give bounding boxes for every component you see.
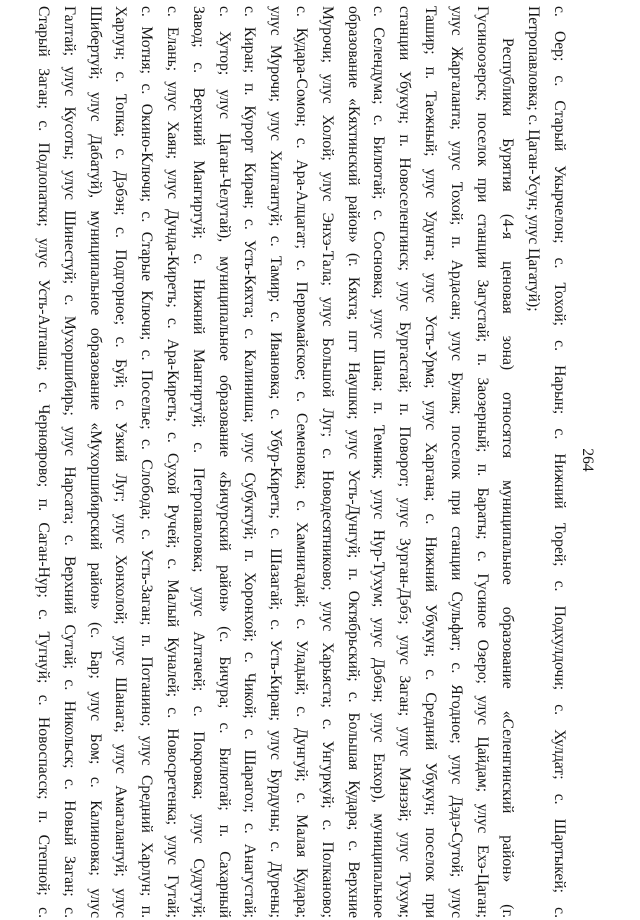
text-line: с. Оер; с. Старый Укырчелон; с. Тохой; с. Нарын; с. Нижний Торей; с. Подхулдочи; с. Хулдат; с. Шартыкей; с. <box>551 6 568 918</box>
text-line: с. Елань; улус Хаян; улус Дунда-Киреть; с. Ара-Киреть; с. Сухой Ручей; с. Малый Куналей; с. Новосретенка; улус Гутай; <box>164 6 182 918</box>
text-line: Шибертуй; улус Дабатуй), муниципальное образование «Мухоршибирский район» (с. Бар; улус Бом; с. Калиновка; улус <box>86 6 104 918</box>
text-line: улус Мурочи; улус Хилгантуй; с. Тамир; с. Ивановка; с. Убур-Киреть; с. Шазагай; с. Усть-Киран; улус Бурдуны; с. Дурены; <box>267 6 285 918</box>
rotated-page <box>35 0 600 920</box>
text-line: Республики Бурятия (4-я ценовая зона) относятся муниципальное образование «Селенгинский район» (г. <box>499 38 517 918</box>
text-line: Гусиноозерск; поселок при станции Загустай; п. Заозерный; п. Бараты; с. Гусиное Озеро; улус Цайдам; улус Ехэ-Цаган; <box>473 6 491 918</box>
text-line: образование «Кяхтинский район» (г. Кяхта; пгт Наушки; улус Усть-Дунгуй; п. Октябрьский; с. Большая Кудара; с. Верхние <box>344 6 362 918</box>
text-line: Харлун; с. Топка; с. Дэбэн; с. Подгорное; с. Буй; с. Узкий Луг; улус Хонхолой; улус Шанага; улус Амагалантуй; улус <box>112 6 130 918</box>
text-line: улус Жаргаланта; улус Тохой; п. Ардасан; улус Булак; поселок при станции Сульфат; с. Ягодное; улус Дэдэ-Сутой; улус <box>447 6 465 918</box>
text-line: Завод; с. Верхний Мангиртуй; с. Нижний Мангиртуй; с. Петропавловка; улус Алтачей; с. Покровка; улус Судутуй; <box>189 6 207 918</box>
text-line: с. Киран; п. Курорт Киран; с. Усть-Кяхта; с. Калиниша; улус Субуктуй; п. Хоронхой; с. Чикой; с. Шарагол; с. Анагустай; <box>241 6 259 918</box>
text-line: с. Мотня; с. Окино-Ключи; с. Старые Ключи; с. Поселье; с. Слобода; с. Усть-Заган; п. Потанино; улус Средний Харлун; п. <box>138 6 156 918</box>
body-text <box>30 6 572 918</box>
text-line: Петропавловка; с. Цаган-Усун; улус Цагатуй); <box>525 6 543 312</box>
text-line: Старый Заган; с. Подлопатки; улус Усть-Алташа; с. Черноярово; п. Саган-Нур; с. Тугнуй; с. Новоспасск; п. Степной; с. <box>35 6 53 918</box>
text-line: с. Кудара-Сомон; с. Ара-Алцагат; с. Первомайское; с. Семеновка; с. Хамнигадай; с. Уладый; с. Дунгуй; с. Малая Кудара; <box>293 6 311 918</box>
text-line: с. Хутор; улус Цаган-Челутай), муниципальное образование «Бичурский район» (с. Бичура; с. Билютай; п. Сахарный <box>215 6 233 918</box>
text-line: станции Убукун; п. Новоселенгинск; улус Бургастай; п. Поворот; улус Зурган-Дэбэ; улус Заган; улус Мэнзэй; улус Тухум; <box>396 6 414 918</box>
text-line: Мурочи; улус Холой; улус Энхэ-Тала; улус Большой Луг; с. Новодесятниково; улус Харьяста; с. Унгуркуй; с. Полканово; <box>318 6 336 918</box>
text-line: Галтай; улус Кусоты; улус Шинестуй; с. Мухоршибирь; улус Нарсата; с. Верхний Сутай; с. Никольск; с. Новый Заган; с. <box>60 6 78 918</box>
text-line: с. Селендума; с. Билютай; с. Сосновка; улус Шана; п. Темник; улус Нур-Тухум; улус Дэбэн; улус Енхор), муниципальное <box>370 6 388 918</box>
page-number: 264 <box>579 448 596 472</box>
text-line: Ташир; п. Таежный; улус Удунга; улус Усть-Урма; улус Харгана; с. Нижний Убукун; с. Средний Убукун; поселок при <box>422 6 440 918</box>
